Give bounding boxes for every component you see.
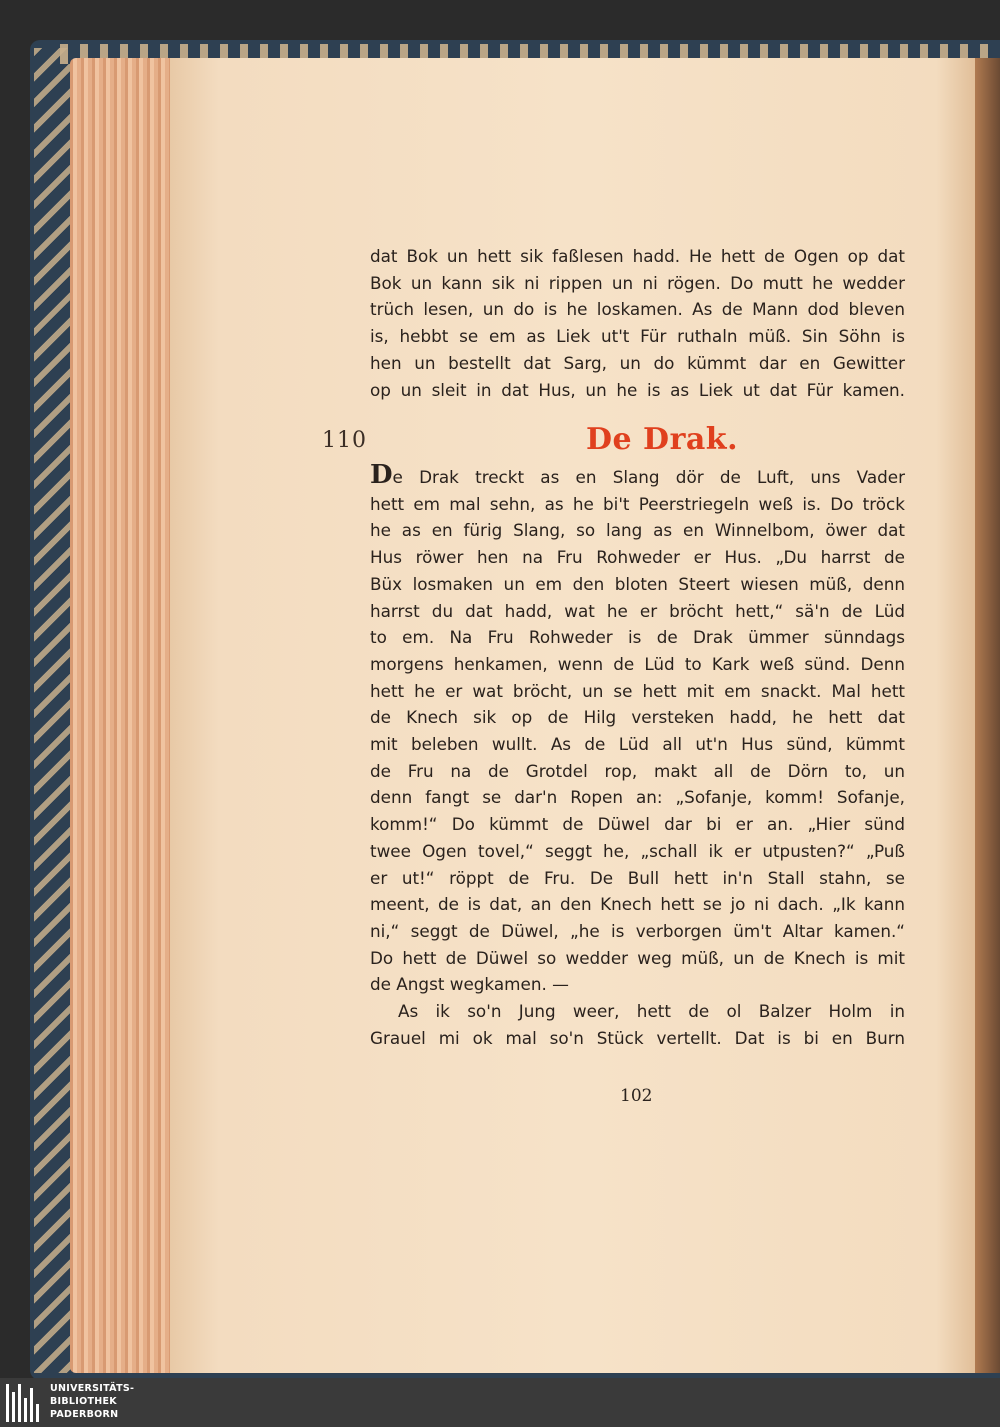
footer-bar bbox=[0, 1378, 1000, 1427]
paragraph-2 bbox=[370, 460, 905, 1051]
text-line-rest: e Drak treckt as en Slang dör de Luft, uns Vader bbox=[392, 467, 905, 487]
text-line: Hus röwer hen na Fru Rohweder er Hus. „Du harrst de bbox=[370, 547, 905, 568]
text-line: morgens henkamen, wenn de Lüd to Kark weß sünd. Denn bbox=[370, 653, 905, 674]
text-line: denn fangt se dar'n Ropen an: „Sofanje, komm! Sofanje, bbox=[370, 787, 905, 808]
logo-line: BIBLIOTHEK bbox=[50, 1396, 117, 1407]
text-line: Do hett de Düwel so wedder weg müß, un de Knech is mit bbox=[370, 947, 905, 968]
text-line: Büx losmaken un em den bloten Steert wiesen müß, denn bbox=[370, 573, 905, 594]
page-edges bbox=[70, 58, 180, 1373]
text-line: hett em mal sehn, as he bi't Peerstriegeln weß is. Do tröck bbox=[370, 493, 905, 514]
text-line: is, hebbt se em as Liek ut't Für ruthaln müß. Sin Söhn is bbox=[370, 326, 905, 347]
drop-cap: D bbox=[370, 460, 393, 490]
text-line: op un sleit in dat Hus, un he is as Liek ut dat Für kamen. bbox=[370, 379, 905, 400]
text-line: he as en fürig Slang, so lang as en Winnelbom, öwer dat bbox=[370, 520, 905, 541]
text-line: twee Ogen tovel,“ seggt he, „schall ik er utpusten?“ „Puß bbox=[370, 840, 905, 861]
text-line: ni,“ seggt de Düwel, „he is verborgen üm't Altar kamen.“ bbox=[370, 920, 905, 941]
text-line: meent, de is dat, an den Knech hett se jo ni dach. „Ik kann bbox=[370, 894, 905, 915]
text-line: Grauel mi ok mal so'n Stück vertellt. Dat is bi en Burn bbox=[370, 1027, 905, 1048]
text-line: trüch lesen, un do is he loskamen. As de Mann dod bleven bbox=[370, 299, 905, 320]
text-line: de Fru na de Grotdel rop, makt all de Dörn to, un bbox=[370, 760, 905, 781]
text-line: dat Bok un hett sik faßlesen hadd. He hett de Ogen op dat bbox=[370, 246, 905, 266]
logo-line: PADERBORN bbox=[50, 1409, 119, 1420]
logo-line: UNIVERSITÄTS- bbox=[50, 1383, 135, 1394]
text-line-first bbox=[370, 460, 905, 491]
text-line: komm!“ Do kümmt de Düwel dar bi er an. „Hier sünd bbox=[370, 814, 905, 835]
text-line: mit beleben wullt. As de Lüd all ut'n Hus sünd, kümmt bbox=[370, 734, 905, 755]
text-line: harrst du dat hadd, wat he er bröcht hett,“ sä'n de Lüd bbox=[370, 600, 905, 621]
library-logo-icon bbox=[6, 1384, 40, 1422]
text-line: de Angst wegkamen. — bbox=[370, 974, 569, 995]
text-line: to em. Na Fru Rohweder is de Drak ümmer sünndags bbox=[370, 627, 905, 648]
paragraph-1 bbox=[370, 243, 905, 403]
page-number: 102 bbox=[620, 1086, 653, 1106]
cover-pattern-side bbox=[34, 48, 74, 1373]
text-line: hett he er wat bröcht, un se hett mit em snackt. Mal hett bbox=[370, 680, 905, 701]
text-line: Bok un kann sik ni rippen un ni rögen. Do mutt he wedder bbox=[370, 272, 905, 293]
marginal-number: 110 bbox=[322, 428, 367, 453]
book-gutter bbox=[975, 58, 1000, 1373]
chapter-heading: De Drak. bbox=[586, 422, 739, 457]
text-line: de Knech sik op de Hilg versteken hadd, he hett dat bbox=[370, 707, 905, 728]
text-line: As ik so'n Jung weer, hett de ol Balzer Holm in bbox=[398, 1001, 905, 1022]
text-line: er ut!“ röppt de Fru. De Bull hett in'n Stall stahn, se bbox=[370, 867, 905, 888]
text-line: hen un bestellt dat Sarg, un do kümmt dar en Gewitter bbox=[370, 352, 905, 373]
library-logo-text bbox=[50, 1382, 134, 1421]
